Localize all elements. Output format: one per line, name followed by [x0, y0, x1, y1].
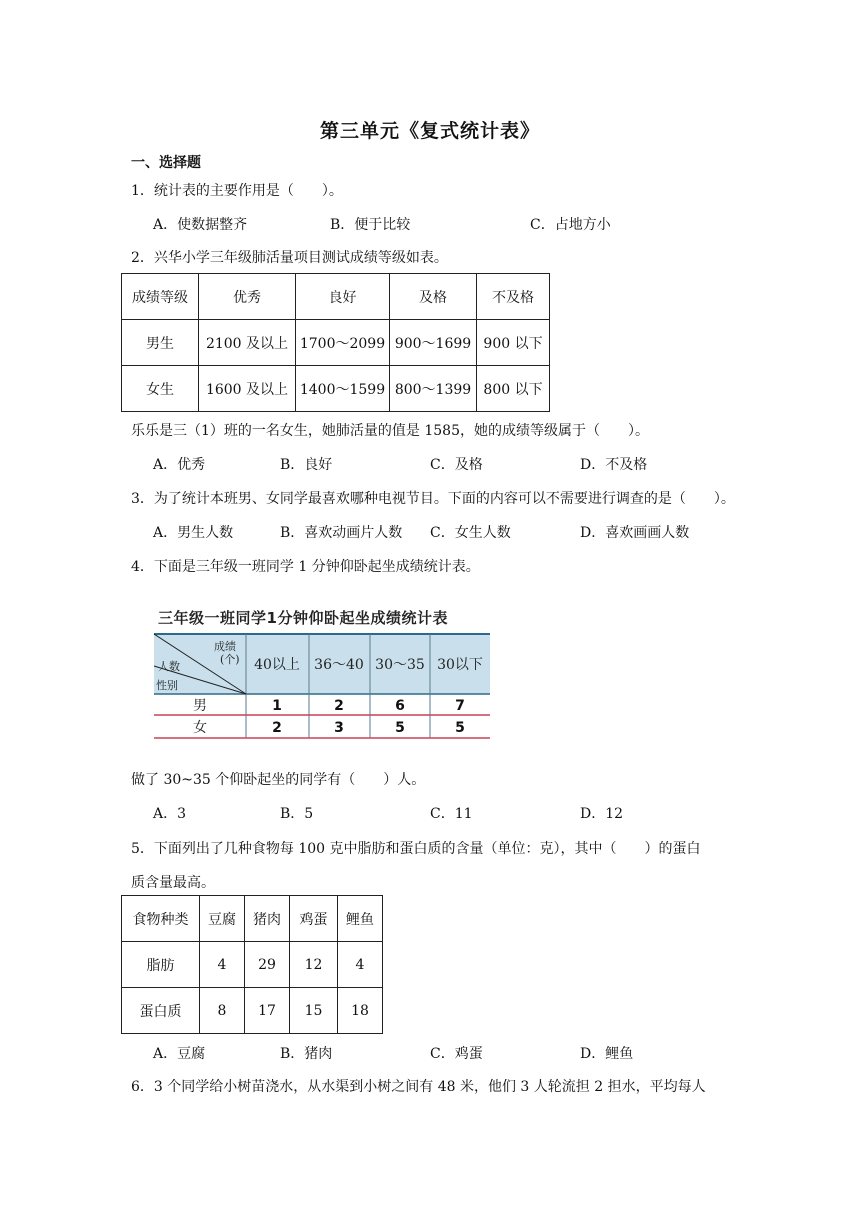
situp-cell-value: 7 [455, 698, 465, 714]
q5-option-a[interactable]: A．豆腐 [153, 1046, 206, 1062]
situp-cell-value: 2 [334, 698, 344, 714]
table-cell: 900～1699 [390, 320, 477, 366]
page-title: 第三单元《复式统计表》 [319, 120, 540, 142]
table-header-cell: 优秀 [199, 274, 296, 320]
table-cell: 女生 [122, 366, 199, 412]
q4-option-d[interactable]: D．12 [580, 806, 624, 822]
situp-cell-value: 2 [272, 720, 282, 736]
q5-option-c[interactable]: C．鸡蛋 [430, 1046, 483, 1062]
situp-corner-top: 成绩 [214, 640, 236, 653]
table-row [122, 942, 383, 988]
q5-option-d[interactable]: D．鲤鱼 [580, 1046, 634, 1062]
q3-option-c[interactable]: C．女生人数 [430, 525, 511, 541]
question-5-stem-line2: 质含量最高。 [131, 875, 215, 891]
table-cell: 18 [338, 988, 383, 1034]
question-5-stem-line1: 5．下面列出了几种食物每 100 克中脂肪和蛋白质的含量（单位：克），其中（ ）的蛋白 [131, 841, 701, 857]
section-heading: 一、选择题 [131, 155, 201, 171]
situp-cell-value: 5 [395, 720, 405, 736]
situp-corner-unit: (个) [220, 653, 240, 666]
q2-option-b[interactable]: B．良好 [280, 457, 333, 473]
table-header-cell: 及格 [390, 274, 477, 320]
q3-option-d[interactable]: D．喜欢画画人数 [580, 525, 690, 541]
table-cell: 2100 及以上 [199, 320, 296, 366]
q1-option-c[interactable]: C．占地方小 [530, 217, 611, 233]
situp-cell-value: 3 [334, 720, 344, 736]
q3-option-b[interactable]: B．喜欢动画片人数 [280, 525, 403, 541]
situp-cell-value: 6 [395, 698, 405, 714]
table-cell: 800 以下 [477, 366, 550, 412]
situp-stats-table-image [152, 606, 492, 740]
q4-option-b[interactable]: B．5 [280, 806, 314, 822]
table-cell: 8 [200, 988, 245, 1034]
q1-option-b[interactable]: B．便于比较 [330, 217, 411, 233]
table-cell: 4 [200, 942, 245, 988]
lung-capacity-table [121, 273, 550, 412]
table-cell: 15 [290, 988, 338, 1034]
situp-col-header: 30～35 [375, 657, 425, 673]
question-4-followup: 做了 30~35 个仰卧起坐的同学有（ ）人。 [131, 772, 426, 788]
situp-col-header: 40以上 [254, 657, 300, 673]
table-header-cell: 不及格 [477, 274, 550, 320]
situp-table-graphic [152, 606, 492, 740]
q5-option-b[interactable]: B．猪肉 [280, 1046, 333, 1062]
question-6-stem: 6．3 个同学给小树苗浇水，从水渠到小树之间有 48 米，他们 3 人轮流担 2 担水，平均每人 [131, 1079, 706, 1095]
table-cell: 4 [338, 942, 383, 988]
table-header-cell: 鲤鱼 [338, 896, 383, 942]
table-cell: 1700～2099 [296, 320, 390, 366]
situp-corner-bottom: 性别 [156, 679, 178, 692]
table-cell: 800～1399 [390, 366, 477, 412]
q4-option-a[interactable]: A．3 [153, 806, 187, 822]
table-cell: 17 [245, 988, 290, 1034]
situp-table-title: 三年级一班同学1分钟仰卧起坐成绩统计表 [158, 609, 448, 627]
question-4-stem: 4．下面是三年级一班同学 1 分钟仰卧起坐成绩统计表。 [131, 559, 480, 575]
situp-cell-value: 1 [272, 698, 282, 714]
table-cell: 蛋白质 [122, 988, 200, 1034]
table-cell: 29 [245, 942, 290, 988]
table-header-cell: 成绩等级 [122, 274, 199, 320]
table-header-cell: 猪肉 [245, 896, 290, 942]
table-cell: 900 以下 [477, 320, 550, 366]
q4-option-c[interactable]: C．11 [430, 806, 473, 822]
table-cell: 12 [290, 942, 338, 988]
table-header-cell: 食物种类 [122, 896, 200, 942]
question-2-stem: 2．兴华小学三年级肺活量项目测试成绩等级如表。 [131, 250, 448, 266]
q2-option-c[interactable]: C．及格 [430, 457, 483, 473]
table-cell: 1600 及以上 [199, 366, 296, 412]
table-header-cell: 良好 [296, 274, 390, 320]
question-1-stem: 1．统计表的主要作用是（ ）。 [131, 183, 343, 199]
table-cell: 脂肪 [122, 942, 200, 988]
situp-col-header: 36～40 [314, 657, 364, 673]
situp-col-header: 30以下 [437, 657, 483, 673]
question-3-stem: 3．为了统计本班男、女同学最喜欢哪种电视节目。下面的内容可以不需要进行调查的是（ ）。 [131, 491, 735, 507]
table-row [122, 988, 383, 1034]
question-2-followup: 乐乐是三（1）班的一名女生，她肺活量的值是 1585，她的成绩等级属于（ ）。 [131, 423, 649, 439]
q2-option-a[interactable]: A．优秀 [153, 457, 206, 473]
situp-row-label: 男 [193, 698, 207, 714]
q2-option-d[interactable]: D．不及格 [580, 457, 648, 473]
q3-option-a[interactable]: A．男生人数 [153, 525, 234, 541]
table-cell: 1400～1599 [296, 366, 390, 412]
situp-row-label: 女 [193, 720, 207, 736]
table-row [122, 320, 550, 366]
table-header-cell: 鸡蛋 [290, 896, 338, 942]
table-header-cell: 豆腐 [200, 896, 245, 942]
table-row [122, 366, 550, 412]
q1-option-a[interactable]: A．使数据整齐 [153, 217, 248, 233]
food-nutrition-table [121, 895, 383, 1034]
table-cell: 男生 [122, 320, 199, 366]
situp-cell-value: 5 [455, 720, 465, 736]
situp-corner-middle: 人数 [158, 660, 180, 673]
